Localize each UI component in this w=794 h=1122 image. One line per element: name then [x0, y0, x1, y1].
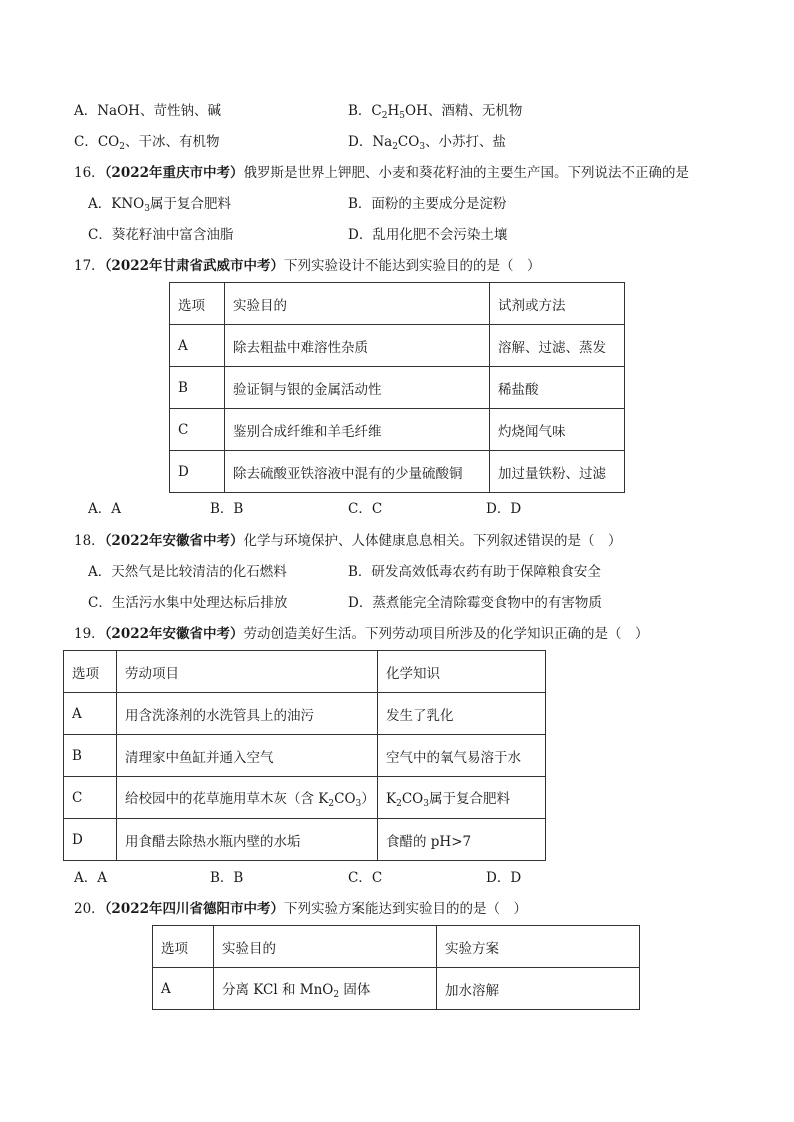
q16-option-b: B．面粉的主要成分是淀粉: [348, 196, 507, 212]
table-cell: 验证铜与银的金属活动性: [225, 367, 490, 409]
table-cell: 除去硫酸亚铁溶液中混有的少量硫酸铜: [225, 451, 490, 493]
q19-answer-a: A．A: [74, 870, 107, 886]
table-cell: 灼烧闻气味: [490, 409, 625, 451]
table-cell: 食醋的 pH>7: [378, 819, 546, 861]
table-cell: A: [153, 968, 214, 1010]
table-cell: D: [170, 451, 225, 493]
q18-option-d: D．蒸煮能完全清除霉变食物中的有害物质: [348, 595, 602, 611]
table-row: [170, 367, 625, 409]
table-cell: 加过量铁粉、过滤: [490, 451, 625, 493]
table-cell: 用含洗涤剂的水洗管具上的油污: [117, 693, 378, 735]
header-cell: 选项: [64, 651, 117, 693]
header-cell: 选项: [170, 283, 225, 325]
table-cell: 加水溶解: [437, 968, 640, 1010]
header-cell: 实验方案: [437, 926, 640, 968]
q19-answer-d: D．D: [486, 870, 522, 886]
table-cell: C: [170, 409, 225, 451]
table-row: [170, 325, 625, 367]
table-header-row: [64, 651, 546, 693]
q15-option-d: D．$Na_2CO_3$、小苏打、盐: [348, 134, 507, 152]
q20-stem: 20．（2022年四川省德阳市中考）下列实验方案能达到实验目的的是（ ）: [74, 901, 528, 917]
header-cell: 实验目的: [225, 283, 490, 325]
q20-table: [152, 925, 640, 1010]
table-cell: B: [170, 367, 225, 409]
table-cell: 稀盐酸: [490, 367, 625, 409]
q19-answer-b: B．B: [210, 870, 244, 886]
table-cell: 空气中的氧气易溶于水: [378, 735, 546, 777]
q15-option-b: B．$C_2H_5OH$、酒精、无机物: [348, 103, 523, 121]
table-cell: 分离 KCl 和 MnO$_2$ 固体: [214, 968, 437, 1010]
q16-option-a: A．$KNO_3$属于复合肥料: [88, 196, 231, 214]
q16-option-d: D．乱用化肥不会污染土壤: [348, 227, 508, 243]
table-row: [64, 693, 546, 735]
table-cell: 给校园中的花草施用草木灰（含 $K_2CO_3$）: [117, 777, 378, 819]
table-row: [64, 819, 546, 861]
q17-answer-a: A．A: [88, 501, 121, 517]
q17-answer-d: D．D: [486, 501, 522, 517]
table-row: [170, 409, 625, 451]
header-cell: 选项: [153, 926, 214, 968]
q16-option-c: C．葵花籽油中富含油脂: [88, 227, 234, 243]
header-cell: 劳动项目: [117, 651, 378, 693]
q18-option-a: A．天然气是比较清洁的化石燃料: [88, 564, 287, 580]
q15-option-a: A．NaOH、苛性钠、碱: [74, 103, 221, 119]
q19-answer-c: C．C: [348, 870, 383, 886]
q18-option-c: C．生活污水集中处理达标后排放: [88, 595, 288, 611]
q17-answer-b: B．B: [210, 501, 244, 517]
q18-option-b: B．研发高效低毒农药有助于保障粮食安全: [348, 564, 601, 580]
table-cell: A: [170, 325, 225, 367]
q19-stem: 19．（2022年安徽省中考）劳动创造美好生活。下列劳动项目所涉及的化学知识正确的是（ ）: [74, 626, 649, 642]
table-row: [170, 451, 625, 493]
table-cell: A: [64, 693, 117, 735]
q17-answer-c: C．C: [348, 501, 383, 517]
table-cell: 鉴别合成纤维和羊毛纤维: [225, 409, 490, 451]
table-row: [153, 968, 640, 1010]
table-cell: D: [64, 819, 117, 861]
table-cell: 溶解、过滤、蒸发: [490, 325, 625, 367]
header-cell: 试剂或方法: [490, 283, 625, 325]
q17-stem: 17．（2022年甘肃省武威市中考）下列实验设计不能达到实验目的的是（ ）: [74, 258, 541, 274]
header-cell: 实验目的: [214, 926, 437, 968]
q16-stem: 16．（2022年重庆市中考）俄罗斯是世界上钾肥、小麦和葵花籽油的主要生产国。下列说法不正确的是: [74, 165, 690, 181]
table-header-row: [153, 926, 640, 968]
header-cell: 化学知识: [378, 651, 546, 693]
table-cell: 除去粗盐中难溶性杂质: [225, 325, 490, 367]
q19-table: [63, 650, 546, 861]
table-cell: B: [64, 735, 117, 777]
q15-option-c: C．$CO_2$、干冰、有机物: [74, 134, 220, 152]
q18-stem: 18．（2022年安徽省中考）化学与环境保护、人体健康息息相关。下列叙述错误的是（ ）: [74, 533, 622, 549]
table-cell: C: [64, 777, 117, 819]
table-cell: 用食醋去除热水瓶内壁的水垢: [117, 819, 378, 861]
q17-table: [169, 282, 625, 493]
table-row: [64, 777, 546, 819]
table-row: [64, 735, 546, 777]
table-cell: 清理家中鱼缸并通入空气: [117, 735, 378, 777]
table-cell: 发生了乳化: [378, 693, 546, 735]
table-header-row: [170, 283, 625, 325]
table-cell: $K_2CO_3$属于复合肥料: [378, 777, 546, 819]
